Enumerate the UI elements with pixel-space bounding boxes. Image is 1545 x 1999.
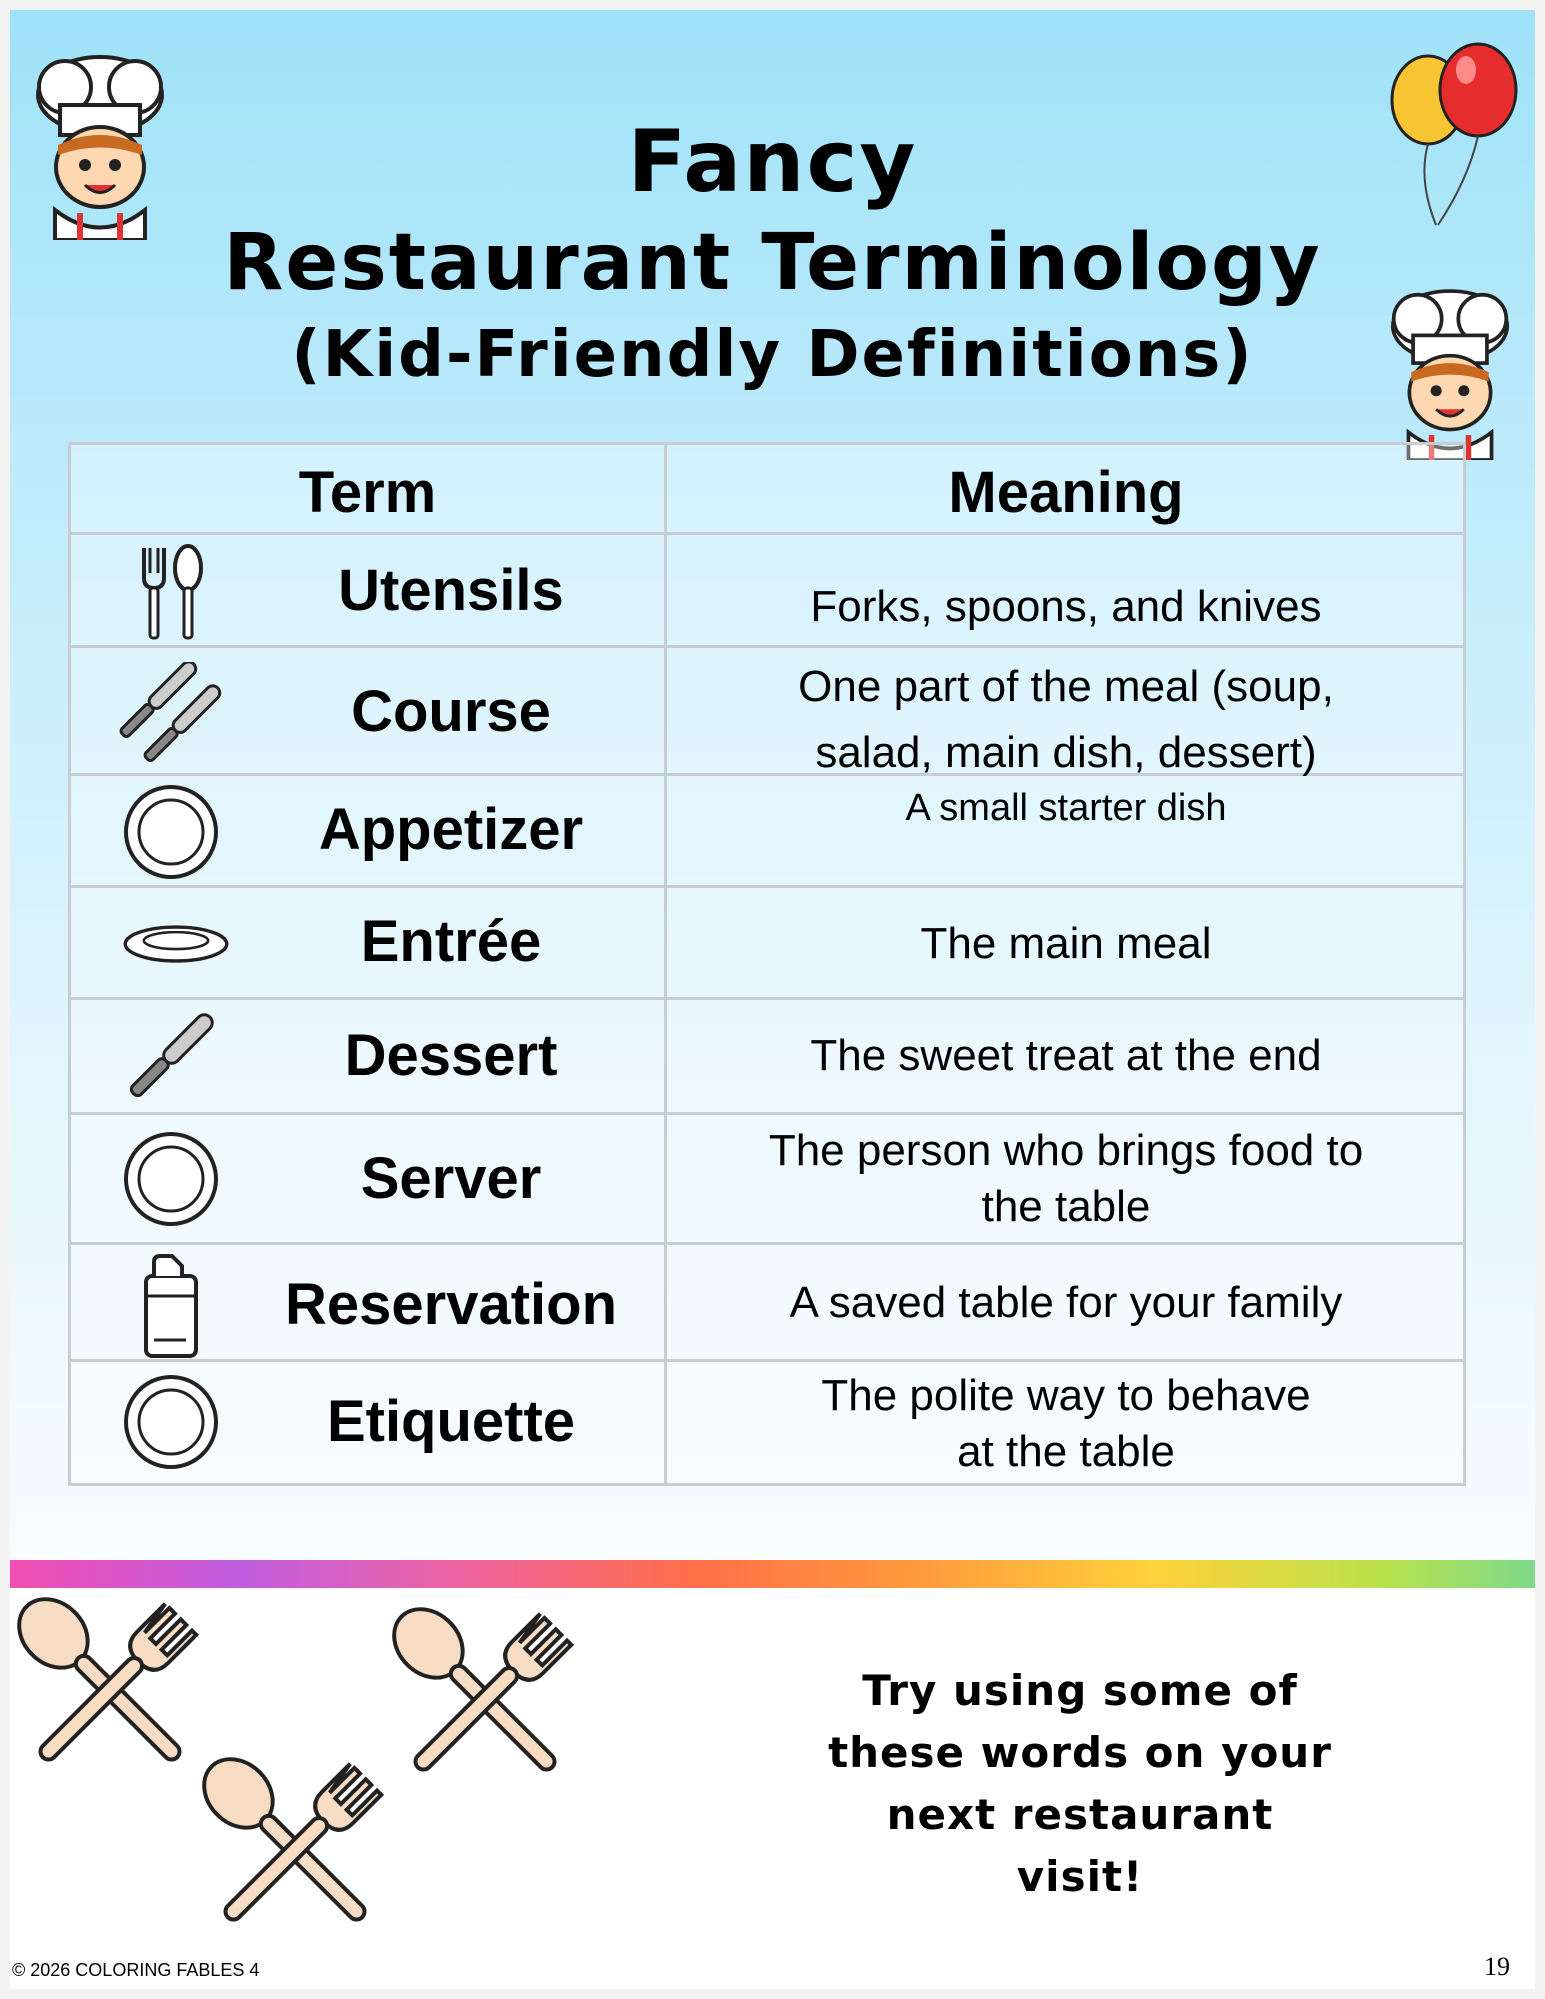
table-row <box>71 1115 1463 1245</box>
term-dessert: Dessert <box>344 1023 558 1088</box>
table-header <box>71 445 1463 535</box>
term-utensils: Utensils <box>338 558 564 623</box>
meaning-dessert: The sweet treat at the end <box>810 1031 1322 1080</box>
spoon-fork-cross-icon <box>385 1600 585 1800</box>
table-row <box>71 1362 1463 1483</box>
table-row <box>71 648 1463 776</box>
title-line-3: (Kid-Friendly Definitions) <box>291 318 1254 392</box>
spoon-fork-cross-icon <box>10 1590 210 1790</box>
term-entree: Entrée <box>360 909 542 974</box>
knife-icon <box>116 1006 226 1106</box>
container-icon <box>116 1251 226 1359</box>
term-appetizer: Appetizer <box>318 797 584 862</box>
meaning-etiquette: The polite way to behave at the table <box>821 1371 1311 1476</box>
copyright-text: © 2026 COLORING FABLES 4 <box>12 1960 260 1980</box>
term-server: Server <box>360 1146 542 1211</box>
plate-icon <box>116 1129 226 1229</box>
meaning-course: One part of the meal (soup, salad, main dish, dessert) <box>798 662 1334 777</box>
meaning-utensils: Forks, spoons, and knives <box>810 582 1322 631</box>
term-reservation: Reservation <box>284 1272 618 1337</box>
table-row <box>71 1000 1463 1115</box>
side-plate-icon <box>121 894 231 994</box>
header-meaning: Meaning <box>948 460 1184 525</box>
call-to-action-text: Try using some of these words on your next restaurant visit! <box>828 1666 1332 1901</box>
title-line-2: Restaurant Terminology <box>223 218 1322 308</box>
term-course: Course <box>351 679 551 744</box>
meaning-appetizer: A small starter dish <box>905 787 1227 829</box>
meaning-server: The person who brings food to the table <box>768 1126 1364 1231</box>
meaning-reservation: A saved table for your family <box>789 1278 1343 1327</box>
utensils-icon <box>116 543 226 643</box>
plate-icon <box>116 1372 226 1472</box>
plate-icon <box>116 782 226 882</box>
title-line-1: Fancy <box>627 112 918 212</box>
meaning-entree: The main meal <box>920 919 1212 968</box>
term-etiquette: Etiquette <box>326 1389 576 1454</box>
table-row <box>71 535 1463 648</box>
terminology-table <box>68 442 1466 1486</box>
spoon-fork-cross-icon <box>195 1750 395 1950</box>
knives-icon <box>116 662 226 762</box>
rainbow-divider <box>10 1560 1535 1588</box>
page-number: 19 <box>1484 1952 1510 1981</box>
header-term: Term <box>298 460 437 525</box>
table-row <box>71 888 1463 1000</box>
table-row <box>71 776 1463 888</box>
table-row <box>71 1245 1463 1362</box>
